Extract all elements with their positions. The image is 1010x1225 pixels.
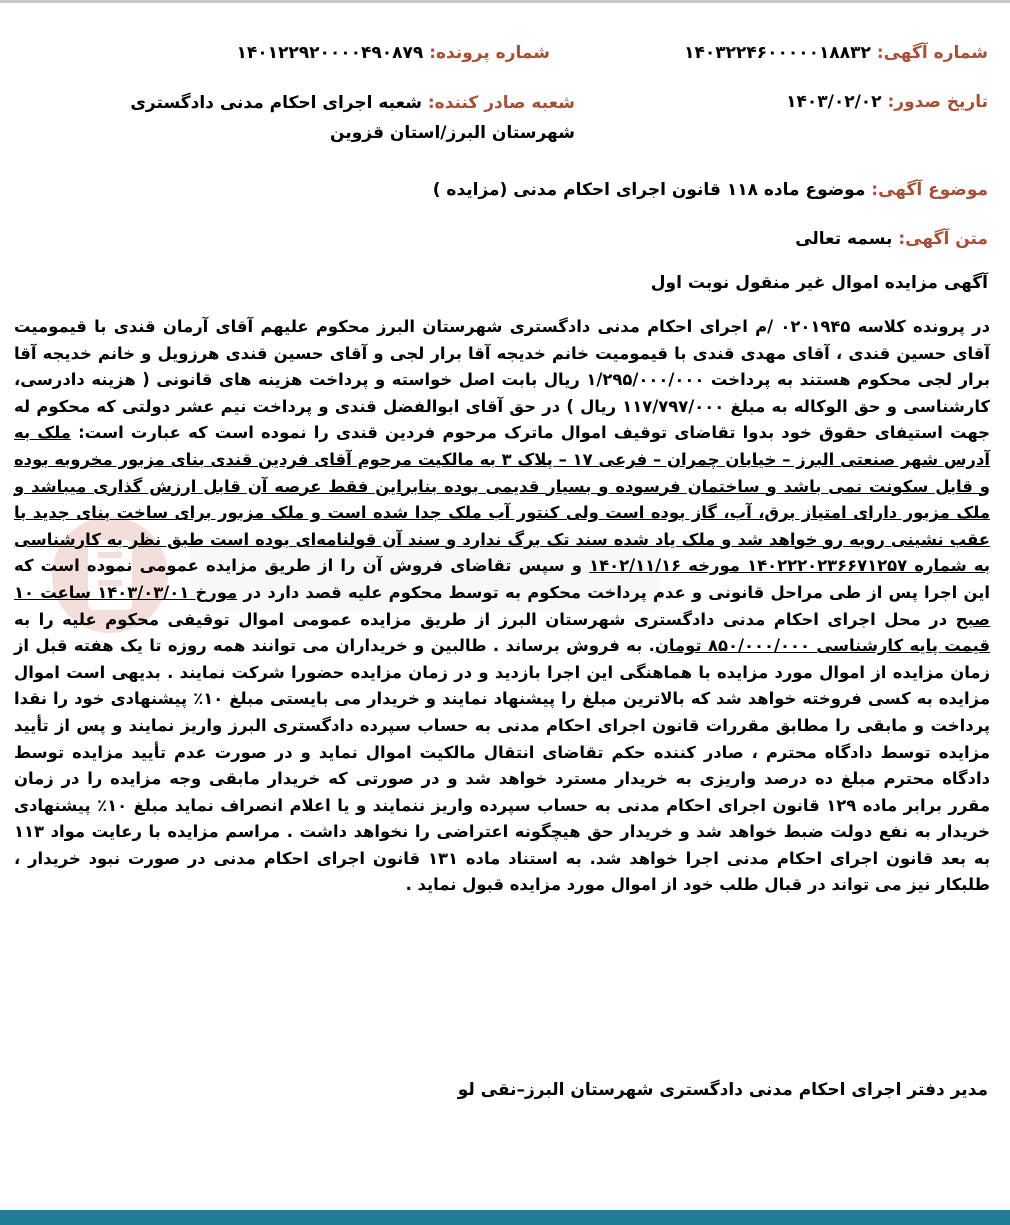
issuer-label: شعبه صادر کننده: <box>427 93 575 113</box>
issue-date <box>786 92 988 112</box>
issuer-value: شعبه اجرای احکام مدنی دادگستری شهرستان البرز/استان قزوین <box>130 93 575 143</box>
case-number-label: شماره پرونده: <box>429 43 550 63</box>
auction-date: مورخ ۱۴۰۳/۰۳/۰۱ ساعت ۱۰ صبح <box>14 582 990 629</box>
text-header-label: متن آگهی: <box>898 229 988 249</box>
body-part-3: در محل اجرای احکام مدنی دادگستری شهرستان البرز از طریق مزایده عمومی اموال توقیفی محکوم علیه را به <box>14 609 956 629</box>
auction-title: آگهی مزایده اموال غیر منقول نوبت اول <box>650 273 988 293</box>
body-part-4: . به فروش برساند . طالبین و خریداران می توانند همه روزه تا یک هفته قبل از زمان مزایده از اموال مورد مزایده با هماهنگی این اجرا بازدید و در زمان مزایده حضورا شرکت نمایند . بدیهی است اموال مزایده به کسی فروخته خواهد شد که بالاترین مبلغ را پیشنهاد نمایند و خریدار می بایستی مبلغ ۱۰٪ پیشنهادی خود را نقدا پرداخت و مابقی را مطابق مقررات قانون اجرای احکام مدنی به حساب سپرده دادگستری البرز واریز نمایند و پس از تأیید مزایده توسط دادگاه محترم ، صادر کننده حکم تقاضای انتقال مالکیت اموال نماید و در صورت عدم تأیید مزایده توسط دادگاه محترم مبلغ ده درصد واریزی به خریدار مسترد خواهد شد و در صورتی که خریدار مابقی وجه مزایده را در زمان مقرر برابر ماده ۱۲۹ قانون اجرای احکام مدنی به حساب سپرده واریز ننمایند و یا اعلام انصراف نماید مبلغ ۱۰٪ پیشنهادی خریدار به نفع دولت ضبط خواهد شد و خریدار حق هیچگونه اعتراضی را نخواهد داشت . مراسم مزایده با رعایت مواد ۱۱۳ به بعد قانون اجرای احکام مدنی اجرا خواهد شد. به استناد ماده ۱۳۱ قانون اجرای احکام مدنی در صورت نبود خریدار ، طلبکار نیز می تواند در قبال طلب خود از اموال مورد مزایده قبول نماید . <box>14 636 991 895</box>
property-description: ملک به آدرس شهر صنعتی البرز – خیابان چمران – فرعی ۱۷ – پلاک ۳ به مالکیت مرحوم آقای فردین قندی بنای مزبور مخروبه بوده و قابل سکونت نمی باشد و ساختمان فرسوده و بسیار قدیمی بوده بنابراین فقط عرصه آن قابل ارزش گذاری میباشد و ملک مزبور دارای امتیاز برق، آب، گاز بوده است ولی کنتور آب ملک جدا شده است و ملک مزبور برای ساخت بنای جدید با عقب نشینی روبه رو خواهد شد و ملک یاد شده سند تک برگ ندارد و سند آن قولنامه‌ای بوده است طبق نظر به کارشناسی به شماره ۱۴۰۲۲۲۰۲۳۶۶۷۱۲۵۷ مورخه ۱۴۰۲/۱۱/۱۶ <box>14 423 991 576</box>
issuer <box>45 88 575 148</box>
body-part-1: در پرونده کلاسه ۰۲۰۱۹۴۵ /م اجرای احکام مدنی دادگستری شهرستان البرز محکوم علیهم آقای آرمان قندی با قیمومیت آقای حسین قندی ، آقای مهدی قندی با قیمومیت خانم خدیجه آقا برار لجی و آقای حسین قندی هرزویل و خانم خدیجه آقا برار لجی محکوم هستند به پرداخت ۱/۲۹۵/۰۰۰/۰۰۰ ریال بابت اصل خواسته و پرداخت هزینه های قانونی ( هزینه دادرسی، کارشناسی و حق الوکاله به مبلغ ۱۱۷/۷۹۷/۰۰۰ ریال ) در حق آقای ابوالفضل قندی و پرداخت نیم عشر دولتی که محکوم له جهت استیفای حقوق خود بدوا تقاضای توقیف اموال ماترک مرحوم فردین قندی را نموده است که عبارت است: <box>14 317 990 443</box>
issue-date-value: ۱۴۰۳/۰۲/۰۲ <box>786 92 882 112</box>
notice-number-label: شماره آگهی: <box>876 43 988 63</box>
text-header-value: بسمه تعالی <box>795 229 893 249</box>
subject-value: موضوع ماده ۱۱۸ قانون اجرای احکام مدنی (مزایده ) <box>432 180 866 200</box>
signature: مدیر دفتر اجرای احکام مدنی دادگستری شهرستان البرز–نقی لو <box>457 1080 988 1100</box>
bottom-bar <box>0 1210 1010 1225</box>
body-part-2: و سپس تقاضای فروش آن را از طریق مزایده عمومی نموده است که این اجرا پس از طی مراحل قانونی و عدم پرداخت محکوم به توسط محکوم علیه قصد دارد در <box>14 556 990 602</box>
notice-number-value: ۱۴۰۳۲۲۴۶۰۰۰۰۰۱۸۸۳۲ <box>684 43 871 63</box>
issue-date-label: تاریخ صدور: <box>887 92 988 112</box>
subject <box>433 180 988 200</box>
notice-number <box>684 43 988 63</box>
case-number-value: ۱۴۰۱۲۲۹۲۰۰۰۰۴۹۰۸۷۹ <box>236 43 424 63</box>
text-header <box>795 229 988 249</box>
case-number <box>236 43 550 63</box>
top-border <box>0 0 1010 3</box>
notice-body <box>14 314 990 899</box>
base-price: قیمت پایه کارشناسی ۸۵۰/۰۰۰/۰۰۰ تومان <box>654 636 990 656</box>
subject-label: موضوع آگهی: <box>871 180 988 200</box>
